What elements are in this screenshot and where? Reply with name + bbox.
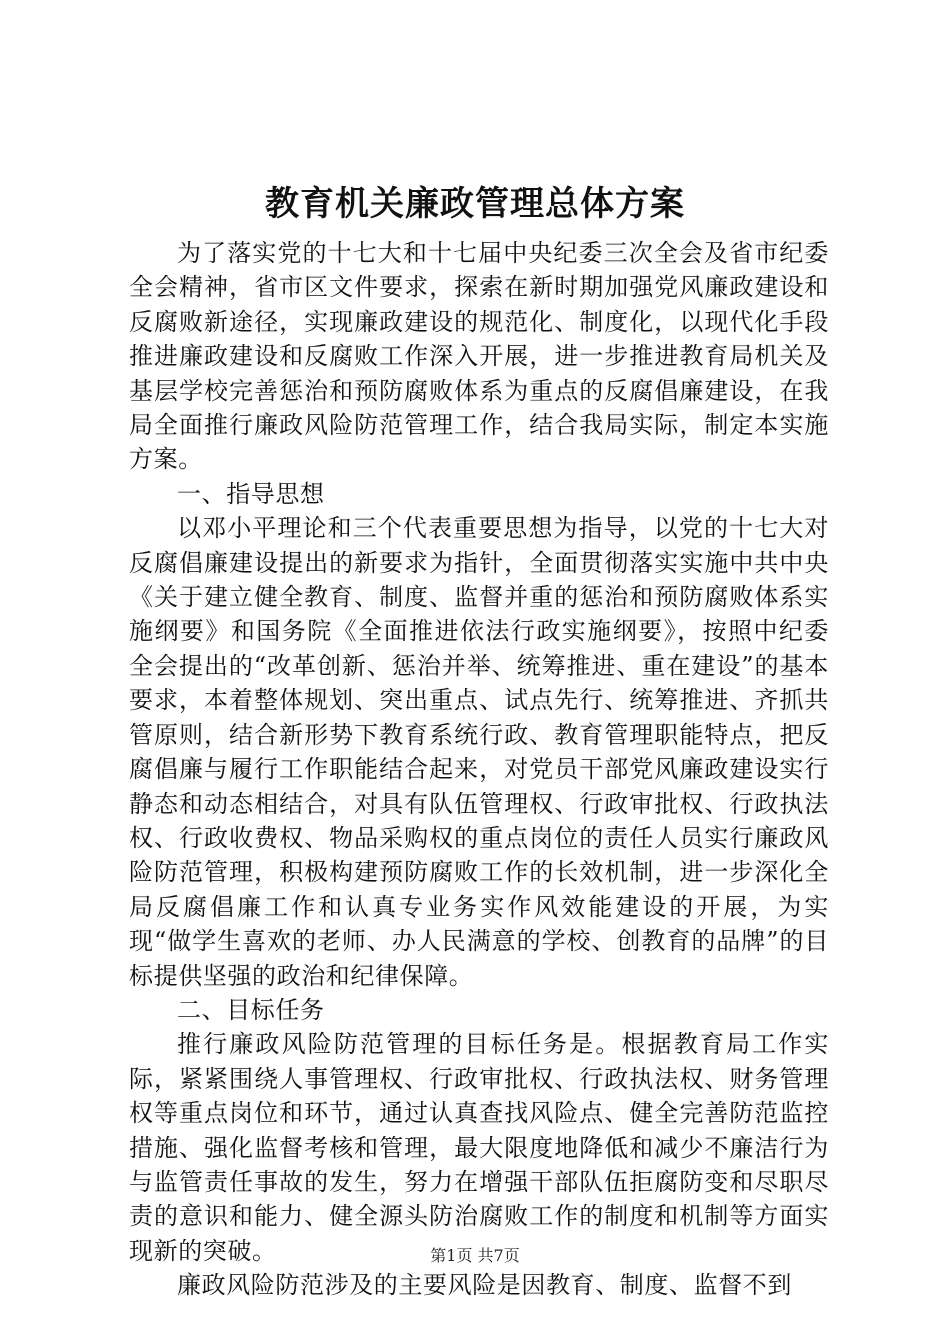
paragraph-intro: 为了落实党的十七大和十七届中央纪委三次全会及省市纪委全会精神，省市区文件要求，探索在新时期加强党风廉政建设和反腐败新途径，实现廉政建设的规范化、制度化，以现代化手段推进廉政建设和反腐败工作深入开展，进一步推进教育局机关及基层学校完善惩治和预防腐败体系为重点的反腐倡廉建设，在我局全面推行廉政风险防范管理工作，结合我局实际，制定本实施方案。 bbox=[129, 239, 829, 474]
paragraph-main-risks: 廉政风险防范涉及的主要风险是因教育、制度、监督不到 bbox=[177, 1271, 792, 1300]
document-body bbox=[129, 236, 829, 1303]
paragraph-guiding-ideology: 以邓小平理论和三个代表重要思想为指导，以党的十七大对反腐倡廉建设提出的新要求为指针，全面贯彻落实实施中共中央《关于建立健全教育、制度、监督并重的惩治和预防腐败体系实施纲要》和国务院《全面推进依法行政实施纲要》，按照中纪委全会提出的“改革创新、惩治并举、统筹推进、重在建设”的基本要求，本着整体规划、突出重点、试点先行、统筹推进、齐抓共管原则，结合新形势下教育系统行政、教育管理职能特点，把反腐倡廉与履行工作职能结合起来，对党员干部党风廉政建设实行静态和动态相结合，对具有队伍管理权、行政审批权、行政执法权、行政收费权、物品采购权的重点岗位的责任人员实行廉政风险防范管理，积极构建预防腐败工作的长效机制，进一步深化全局反腐倡廉工作和认真专业务实作风效能建设的开展，为实现“做学生喜欢的老师、办人民满意的学校、创教育的品牌”的目标提供坚强的政治和纪律保障。 bbox=[129, 514, 829, 990]
document-title: 教育机关廉政管理总体方案 bbox=[265, 184, 685, 224]
paragraph-goals-tasks: 推行廉政风险防范管理的目标任务是。根据教育局工作实际，紧紧围绕人事管理权、行政审批权、行政执法权、财务管理权等重点岗位和环节，通过认真查找风险点、健全完善防范监控措施、强化监督考核和管理，最大限度地降低和减少不廉洁行为与监管责任事故的发生，努力在增强干部队伍拒腐防变和尽职尽责的意识和能力、健全源头防治腐败工作的制度和机制等方面实现新的突破。 bbox=[129, 1030, 829, 1265]
page-number-footer: 第1页 共7页 bbox=[430, 1246, 520, 1265]
section-heading-guiding-ideology: 一、指导思想 bbox=[177, 479, 325, 508]
section-heading-goals-tasks: 二、目标任务 bbox=[177, 995, 325, 1024]
